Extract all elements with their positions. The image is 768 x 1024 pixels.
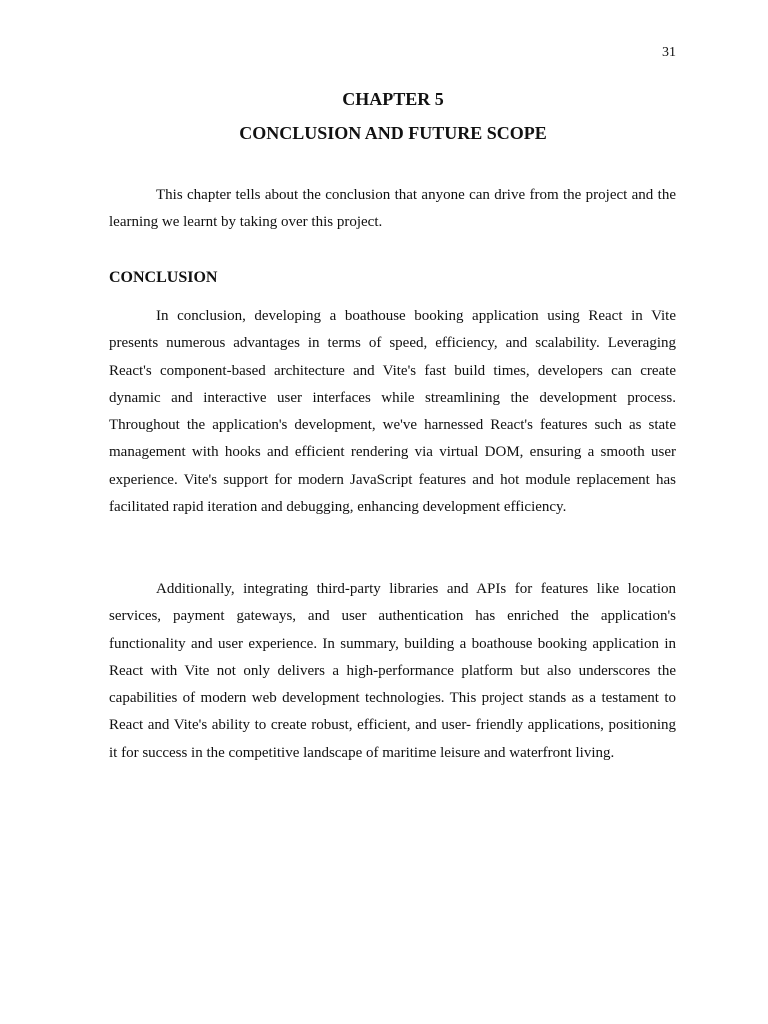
chapter-label: CHAPTER 5 bbox=[342, 89, 444, 109]
conclusion-paragraph-1: In conclusion, developing a boathouse booking application using React in Vite presents numerous advantages in terms of speed, efficiency, and scalability. Leveraging React's component-based architecture and Vite's fast build times, developers can create dynamic and interactive user interfaces while streamlining the development process. Throughout the application's development, we've harnessed React's features such as state management with hooks and efficient rendering via virtual DOM, ensuring a smooth user experience. Vite's support for modern JavaScript features and hot module replacement has facilitated rapid iteration and debugging, enhancing development efficiency. bbox=[109, 308, 676, 516]
intro-paragraph: This chapter tells about the conclusion that anyone can drive from the project and the learning we learnt by taking over this project. bbox=[109, 187, 676, 231]
intro-block bbox=[109, 182, 676, 237]
conclusion-paragraph-2: Additionally, integrating third-party libraries and APIs for features like location services, payment gateways, and user authentication has enriched the application's functionality and user experience. In summary, building a boathouse booking application in React with Vite not only delivers a high-performance platform but also underscores the capabilities of modern web development technologies. This project stands as a testament to React and Vite's ability to create robust, efficient, and user- friendly applications, positioning it for success in the competitive landscape of maritime leisure and waterfront living. bbox=[109, 581, 676, 761]
section-heading-conclusion: CONCLUSION bbox=[109, 269, 218, 286]
page-number: 31 bbox=[662, 45, 676, 60]
conclusion-paragraph-block-1 bbox=[109, 303, 676, 521]
chapter-title: CONCLUSION AND FUTURE SCOPE bbox=[239, 123, 547, 143]
conclusion-paragraph-block-2 bbox=[109, 576, 676, 767]
